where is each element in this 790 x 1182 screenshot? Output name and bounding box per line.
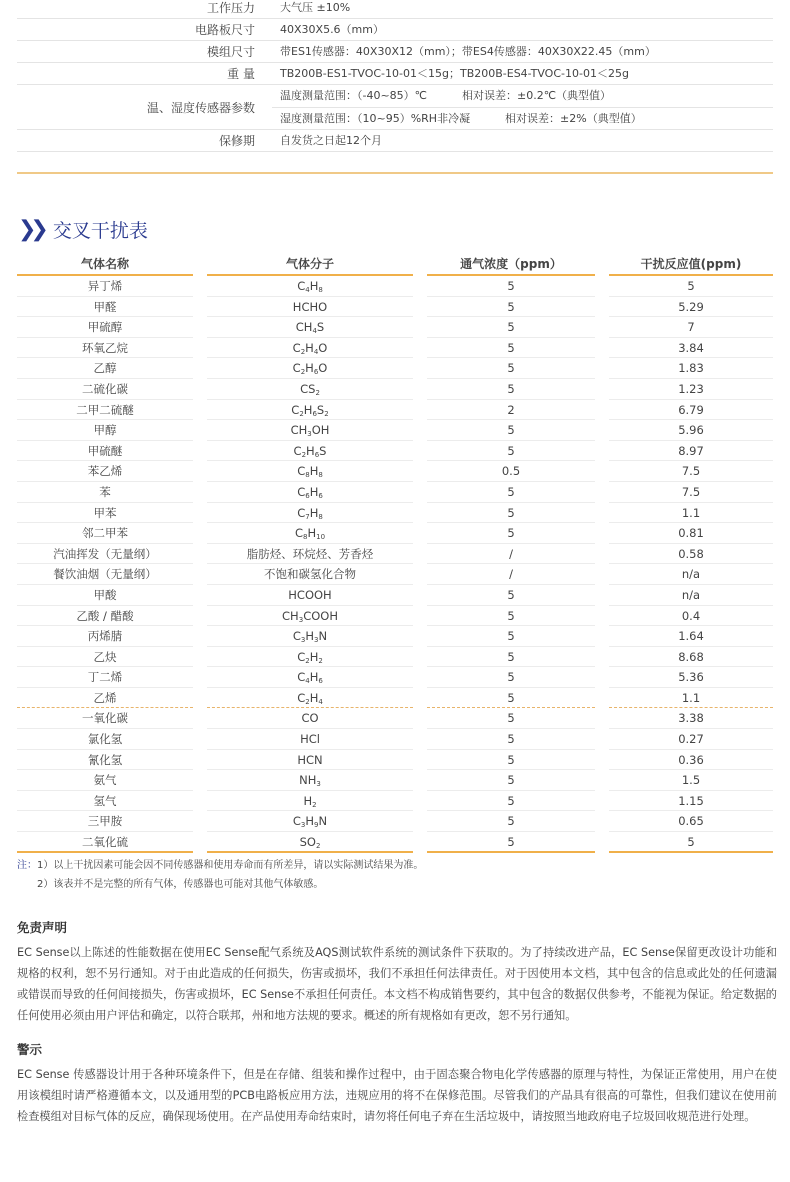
response-cell: 8.97 — [609, 441, 773, 462]
gas-name-cell: 乙烯 — [17, 688, 193, 709]
concentration-cell: 0.5 — [427, 461, 595, 482]
response-cell: 8.68 — [609, 647, 773, 668]
spec-value: 大气压 ±10% — [280, 1, 351, 14]
response-cell: 7.5 — [609, 482, 773, 503]
table-row — [17, 647, 773, 668]
table-row — [17, 667, 773, 688]
concentration-cell: 5 — [427, 832, 595, 853]
table-row — [17, 441, 773, 462]
spec-row — [17, 0, 773, 19]
table-row — [17, 564, 773, 585]
table-row — [17, 708, 773, 729]
gas-name-cell: 乙醇 — [17, 358, 193, 379]
note-text-2: 2）该表并不是完整的所有气体，传感器也可能对其他气体敏感。 — [37, 879, 324, 890]
table-row — [17, 523, 773, 544]
spec-label: 电路板尺寸 — [194, 23, 255, 37]
formula-cell: $SO_2$ — [207, 832, 413, 853]
formula-cell: HCN — [207, 750, 413, 771]
response-cell: 3.38 — [609, 708, 773, 729]
table-row — [17, 585, 773, 606]
disclaimer-title: 免责声明 — [17, 920, 68, 935]
spec-value: 40X30X5.6（mm） — [280, 23, 384, 36]
response-cell: 5 — [609, 276, 773, 297]
gas-name-cell: 异丁烯 — [17, 276, 193, 297]
response-cell: 6.79 — [609, 400, 773, 421]
gas-name-cell: 汽油挥发（无量纲） — [17, 544, 193, 565]
spec-label: 保修期 — [218, 134, 255, 148]
spec-label: 模组尺寸 — [206, 45, 255, 59]
gas-name-cell: 丙烯腈 — [17, 626, 193, 647]
gas-name-cell: 二硫化碳 — [17, 379, 193, 400]
spec-row — [17, 19, 773, 41]
concentration-cell: 5 — [427, 585, 595, 606]
double-chevron-icon: ❯❯ — [18, 216, 43, 242]
response-cell: 1.5 — [609, 770, 773, 791]
response-cell: 1.1 — [609, 503, 773, 524]
table-row — [17, 503, 773, 524]
gas-name-cell: 乙酸 / 醋酸 — [17, 606, 193, 627]
spec-row — [17, 85, 773, 130]
formula-cell: $CH_3COOH$ — [207, 606, 413, 627]
formula-cell: $CH_4S$ — [207, 317, 413, 338]
formula-cell: $C_3H_9N$ — [207, 811, 413, 832]
gas-name-cell: 氯化氢 — [17, 729, 193, 750]
formula-cell: $C_3H_3N$ — [207, 626, 413, 647]
formula-cell: $C_8H_8$ — [207, 461, 413, 482]
formula-cell: $C_4H_6$ — [207, 667, 413, 688]
formula-cell: CO — [207, 708, 413, 729]
header-concentration: 通气浓度（ppm） — [427, 254, 595, 276]
spec-row — [17, 130, 773, 152]
gas-name-cell: 一氧化碳 — [17, 708, 193, 729]
formula-cell: 不饱和碳氢化合物 — [207, 564, 413, 585]
formula-cell: $C_4H_8$ — [207, 276, 413, 297]
formula-cell: 脂肪烃、环烷烃、芳香烃 — [207, 544, 413, 565]
concentration-cell: 5 — [427, 523, 595, 544]
table-row — [17, 791, 773, 812]
table-row — [17, 358, 773, 379]
gas-name-cell: 氰化氢 — [17, 750, 193, 771]
formula-cell: $C_6H_6$ — [207, 482, 413, 503]
formula-cell: $C_2H_6S$ — [207, 441, 413, 462]
table-row — [17, 811, 773, 832]
formula-cell: $NH_3$ — [207, 770, 413, 791]
concentration-cell: 5 — [427, 441, 595, 462]
spec-bottom-divider — [17, 172, 773, 174]
gas-name-cell: 丁二烯 — [17, 667, 193, 688]
spec-label: 工作压力 — [206, 1, 255, 15]
response-cell: 3.84 — [609, 338, 773, 359]
response-cell: 1.1 — [609, 688, 773, 709]
spec-row — [17, 41, 773, 63]
concentration-cell: 5 — [427, 791, 595, 812]
gas-name-cell: 餐饮油烟（无量纲） — [17, 564, 193, 585]
table-row — [17, 832, 773, 853]
spec-row — [17, 63, 773, 85]
gas-name-cell: 甲醇 — [17, 420, 193, 441]
notes — [17, 856, 423, 894]
spec-value: 湿度测量范围：（10~95）%RH非冷凝 相对误差：±2%（典型值） — [272, 107, 773, 129]
table-row — [17, 379, 773, 400]
response-cell: 5.36 — [609, 667, 773, 688]
concentration-cell: 5 — [427, 297, 595, 318]
concentration-cell: / — [427, 544, 595, 565]
table-row — [17, 276, 773, 297]
concentration-cell: 5 — [427, 379, 595, 400]
concentration-cell: 5 — [427, 358, 595, 379]
table-body — [17, 276, 773, 853]
response-cell: 5 — [609, 832, 773, 853]
response-cell: n/a — [609, 585, 773, 606]
concentration-cell: 5 — [427, 729, 595, 750]
response-cell: 0.36 — [609, 750, 773, 771]
response-cell: 1.64 — [609, 626, 773, 647]
table-row — [17, 338, 773, 359]
table-row — [17, 297, 773, 318]
section-title: 交叉干扰表 — [52, 220, 148, 242]
response-cell: 0.58 — [609, 544, 773, 565]
gas-name-cell: 甲硫醇 — [17, 317, 193, 338]
cross-interference-table — [17, 254, 773, 853]
warning-section — [17, 1040, 777, 1127]
table-row — [17, 400, 773, 421]
note-text-1: 1）以上干扰因素可能会因不同传感器和使用寿命而有所差异，请以实际测试结果为准。 — [37, 860, 424, 871]
table-row — [17, 317, 773, 338]
disclaimer-text: EC Sense以上陈述的性能数据在使用EC Sense配气系统及AQS测试软件系统的测试条件下获取的。为了持续改进产品，EC Sense保留更改设计功能和规格的权利，恕不另行通知。对于由此造成的任何损失，伤害或损坏，我们不承担任何法律责任。对于因使用本文档，其中包含的信息或此处的任何遗漏或错误而导致的任何间接损失，伤害或损坏，EC Sense不承担任何责任。本文档不构成销售要约，其中包含的数据仅供参考，不能视为保证。给定数据的任何使用必须由用户评估和确定，以符合联邦，州和地方法规的要求。概述的所有规格如有更改，恕不另行通知。 — [17, 946, 777, 1022]
note-prefix: 注： — [17, 860, 37, 871]
response-cell: 5.96 — [609, 420, 773, 441]
formula-cell: $C_7H_8$ — [207, 503, 413, 524]
response-cell: 0.4 — [609, 606, 773, 627]
note-line — [17, 875, 423, 894]
gas-name-cell: 环氧乙烷 — [17, 338, 193, 359]
spec-values — [272, 19, 773, 40]
formula-cell: HCl — [207, 729, 413, 750]
concentration-cell: 5 — [427, 482, 595, 503]
table-row — [17, 482, 773, 503]
formula-cell: $CS_2$ — [207, 379, 413, 400]
table-row — [17, 461, 773, 482]
formula-cell: HCHO — [207, 297, 413, 318]
response-cell: n/a — [609, 564, 773, 585]
section-header — [18, 216, 148, 243]
spec-value: 温度测量范围：（-40~85）℃ 相对误差：±0.2℃（典型值） — [280, 89, 612, 102]
spec-values — [272, 130, 773, 151]
header-gas-name: 气体名称 — [17, 254, 193, 276]
concentration-cell: 5 — [427, 420, 595, 441]
gas-name-cell: 氢气 — [17, 791, 193, 812]
concentration-cell: 5 — [427, 750, 595, 771]
note-indent — [17, 875, 37, 894]
spec-label: 重 量 — [227, 67, 255, 81]
table-row — [17, 544, 773, 565]
formula-cell: $C_2H_6S_2$ — [207, 400, 413, 421]
warning-text: EC Sense 传感器设计用于各种环境条件下，但是在存储、组装和操作过程中，由于固态聚合物电化学传感器的原理与特性，为保证正常使用，用户在使用该模组时请严格遵循本文，以及通用型的PCB电路板应用方法，违规应用的将不在保修范围。尽管我们的产品具有很高的可靠性，但我们建议在使用前检查模组对目标气体的反应，确保现场使用。在产品使用寿命结束时，请勿将任何电子弃在生活垃圾中，请按照当地政府电子垃圾回收规范进行处理。 — [17, 1068, 777, 1123]
gas-name-cell: 二氧化硫 — [17, 832, 193, 853]
gas-name-cell: 甲酸 — [17, 585, 193, 606]
formula-cell: $C_2H_2$ — [207, 647, 413, 668]
gas-name-cell: 甲醛 — [17, 297, 193, 318]
formula-cell: HCOOH — [207, 585, 413, 606]
concentration-cell: 2 — [427, 400, 595, 421]
spec-values — [272, 0, 773, 18]
note-line — [17, 856, 423, 875]
response-cell: 0.65 — [609, 811, 773, 832]
concentration-cell: 5 — [427, 606, 595, 627]
disclaimer-section — [17, 918, 777, 1026]
formula-cell: $C_2H_4$ — [207, 688, 413, 709]
concentration-cell: 5 — [427, 647, 595, 668]
response-cell: 1.23 — [609, 379, 773, 400]
concentration-cell: 5 — [427, 688, 595, 709]
spec-values — [272, 63, 773, 84]
spec-value: 自发货之日起12个月 — [280, 134, 382, 147]
gas-name-cell: 乙炔 — [17, 647, 193, 668]
spec-value: TB200B-ES1-TVOC-10-01＜15g；TB200B-ES4-TVOC-10-01＜25g — [280, 67, 629, 80]
concentration-cell: 5 — [427, 770, 595, 791]
table-row — [17, 688, 773, 709]
table-row — [17, 626, 773, 647]
spec-values — [272, 41, 773, 62]
formula-cell: $C_2H_4O$ — [207, 338, 413, 359]
response-cell: 1.15 — [609, 791, 773, 812]
formula-cell: $C_2H_6O$ — [207, 358, 413, 379]
concentration-cell: 5 — [427, 276, 595, 297]
gas-name-cell: 氨气 — [17, 770, 193, 791]
gas-name-cell: 甲硫醚 — [17, 441, 193, 462]
concentration-cell: 5 — [427, 811, 595, 832]
spec-value: 带ES1传感器：40X30X12（mm）；带ES4传感器：40X30X22.45（mm） — [280, 45, 656, 58]
response-cell: 0.27 — [609, 729, 773, 750]
concentration-cell: 5 — [427, 317, 595, 338]
table-row — [17, 606, 773, 627]
header-formula: 气体分子 — [207, 254, 413, 276]
response-cell: 7.5 — [609, 461, 773, 482]
concentration-cell: 5 — [427, 667, 595, 688]
table-header — [17, 254, 773, 276]
response-cell: 7 — [609, 317, 773, 338]
response-cell: 0.81 — [609, 523, 773, 544]
table-row — [17, 750, 773, 771]
gas-name-cell: 三甲胺 — [17, 811, 193, 832]
response-cell: 5.29 — [609, 297, 773, 318]
gas-name-cell: 苯乙烯 — [17, 461, 193, 482]
concentration-cell: / — [427, 564, 595, 585]
formula-cell: $CH_3OH$ — [207, 420, 413, 441]
table-row — [17, 729, 773, 750]
concentration-cell: 5 — [427, 503, 595, 524]
spec-values — [272, 85, 773, 129]
gas-name-cell: 甲苯 — [17, 503, 193, 524]
header-response: 干扰反应值(ppm) — [609, 254, 773, 276]
concentration-cell: 5 — [427, 708, 595, 729]
response-cell: 1.83 — [609, 358, 773, 379]
spec-label: 温、湿度传感器参数 — [146, 100, 255, 115]
formula-cell: $H_2$ — [207, 791, 413, 812]
table-row — [17, 420, 773, 441]
warning-title: 警示 — [17, 1042, 43, 1057]
concentration-cell: 5 — [427, 626, 595, 647]
gas-name-cell: 二甲二硫醚 — [17, 400, 193, 421]
table-row — [17, 770, 773, 791]
gas-name-cell: 邻二甲苯 — [17, 523, 193, 544]
spec-table — [17, 0, 773, 152]
concentration-cell: 5 — [427, 338, 595, 359]
formula-cell: $C_8H_{10}$ — [207, 523, 413, 544]
gas-name-cell: 苯 — [17, 482, 193, 503]
